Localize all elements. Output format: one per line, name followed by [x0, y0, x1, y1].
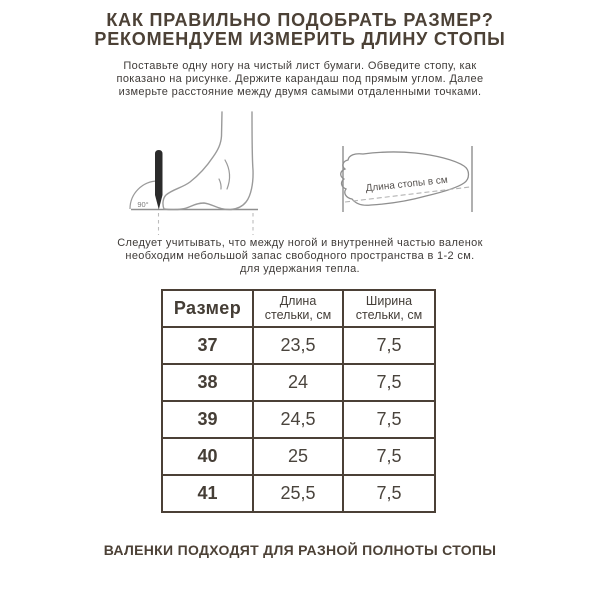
- foot-profile-illustration: [98, 108, 276, 240]
- angle-label: 90°: [137, 200, 149, 209]
- size-value: 40: [162, 438, 253, 475]
- note-line: необходим небольшой запас свободного пространства в 1-2 см.: [125, 249, 475, 262]
- table-row: [162, 475, 435, 512]
- size-value: 37: [162, 327, 253, 364]
- intro-paragraph: [0, 60, 600, 98]
- insole-length-value: 25: [253, 438, 343, 475]
- table-row: [162, 327, 435, 364]
- insole-length-value: 24: [253, 364, 343, 401]
- intro-line: Поставьте одну ногу на чистый лист бумаги. Обведите стопу, как: [123, 60, 477, 72]
- size-column-header: Размер: [162, 290, 253, 327]
- size-table: [161, 289, 436, 513]
- footprint-illustration: [333, 138, 481, 222]
- insole-length-value: 23,5: [253, 327, 343, 364]
- page-title-line1: КАК ПРАВИЛЬНО ПОДОБРАТЬ РАЗМЕР?: [106, 10, 494, 30]
- page-title-line2: РЕКОМЕНДУЕМ ИЗМЕРИТЬ ДЛИНУ СТОПЫ: [94, 29, 506, 49]
- note-line: Следует учитывать, что между ногой и внутренней частью валенок: [117, 237, 483, 249]
- insole-length-value: 25,5: [253, 475, 343, 512]
- note-line: для удержания тепла.: [240, 262, 360, 275]
- size-value: 39: [162, 401, 253, 438]
- pencil-icon: [155, 150, 163, 210]
- intro-line: измерьте расстояние между двумя самыми отдаленными точками.: [118, 85, 482, 98]
- size-value: 41: [162, 475, 253, 512]
- foot-outline: [163, 112, 253, 210]
- insole-width-value: 7,5: [343, 401, 435, 438]
- insole-width-value: 7,5: [343, 475, 435, 512]
- insole-length-column-header: Длина стельки, см: [253, 290, 343, 327]
- insole-width-value: 7,5: [343, 327, 435, 364]
- footer-note: ВАЛЕНКИ ПОДХОДЯТ ДЛЯ РАЗНОЙ ПОЛНОТЫ СТОПЫ: [103, 542, 497, 558]
- insole-length-value: 24,5: [253, 401, 343, 438]
- ankle-detail-line: [219, 160, 230, 189]
- table-row: [162, 438, 435, 475]
- foot-length-label: Длина стопы в см: [365, 174, 449, 195]
- note-paragraph: [0, 237, 600, 275]
- table-row: [162, 364, 435, 401]
- intro-line: показано на рисунке. Держите карандаш под прямым углом. Далее: [116, 72, 484, 85]
- insole-width-value: 7,5: [343, 438, 435, 475]
- insole-width-column-header: Ширина стельки, см: [343, 290, 435, 327]
- page-title: [0, 11, 600, 49]
- insole-width-value: 7,5: [343, 364, 435, 401]
- size-table-header-row: [162, 290, 435, 327]
- table-row: [162, 401, 435, 438]
- size-value: 38: [162, 364, 253, 401]
